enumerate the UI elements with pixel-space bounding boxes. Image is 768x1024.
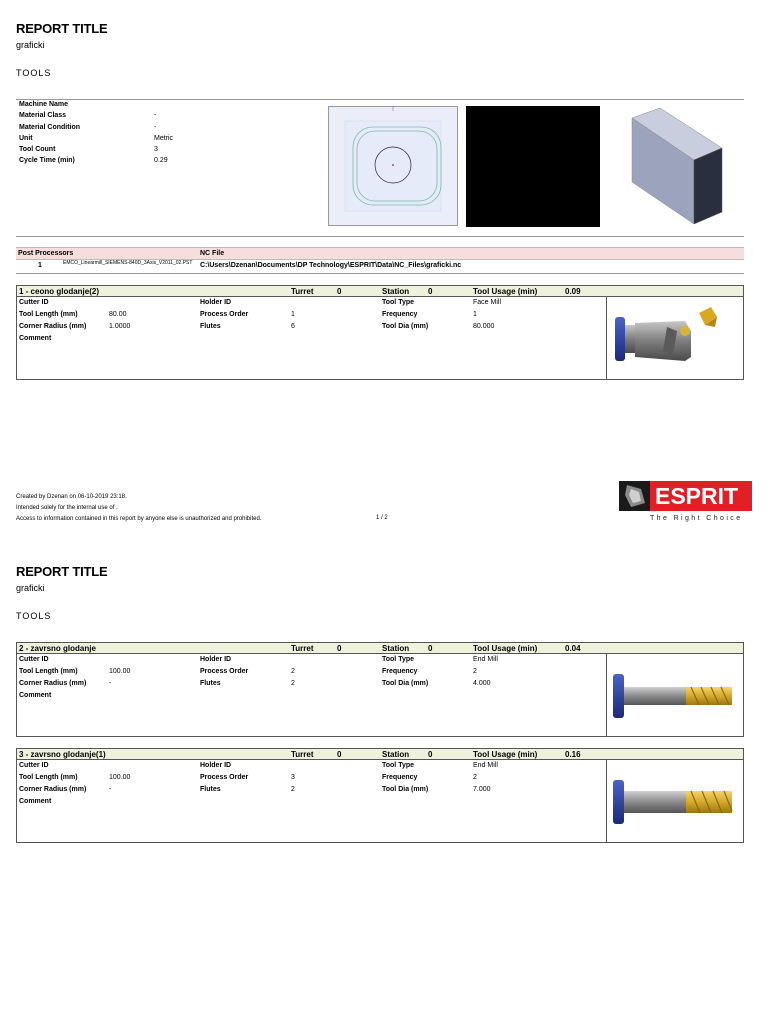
corner-radius-label: Corner Radius (mm) [19, 680, 87, 687]
corner-radius-value: - [109, 680, 112, 687]
tool-usage-value: 0.16 [565, 750, 581, 759]
process-order-value: 3 [291, 774, 295, 781]
tool-type-label: Tool Type [382, 299, 415, 306]
tool-name: 1 - ceono glodanje(2) [19, 287, 100, 296]
frequency-label: Frequency [382, 774, 418, 781]
tool-type-value: Face Mill [473, 299, 502, 306]
tool-type-value: End Mill [473, 762, 498, 769]
footer-created: Created by Dzenan on 06-10-2019 23:18. [16, 494, 127, 500]
post-processor-name: EMCO_Linearmill_SIEMENS-840D_3Axis_V2011_02.PST [63, 260, 193, 266]
end-mill-image [606, 654, 743, 736]
tool-card [16, 285, 744, 380]
corner-radius-value: - [109, 786, 112, 793]
cutter-id-label: Cutter ID [19, 762, 49, 769]
holder-id-label: Holder ID [200, 762, 232, 769]
toolpath-preview-image [328, 106, 458, 226]
holder-id-label: Holder ID [200, 299, 232, 306]
info-value: 0.29 [154, 157, 168, 164]
tool-type-label: Tool Type [382, 762, 415, 769]
tool-card [16, 642, 744, 737]
process-order-label: Process Order [200, 774, 249, 781]
tool-dia-label: Tool Dia (mm) [382, 680, 429, 687]
tool-name: 2 - zavrsno glodanje [19, 644, 96, 653]
cutter-id-label: Cutter ID [19, 299, 49, 306]
station-label: Station [382, 644, 410, 653]
flutes-label: Flutes [200, 323, 221, 330]
info-label: Cycle Time (min) [19, 157, 75, 164]
post-index: 1 [38, 262, 42, 269]
tool-dia-label: Tool Dia (mm) [382, 786, 429, 793]
holder-id-label: Holder ID [200, 656, 232, 663]
face-mill-image [606, 297, 743, 379]
report-subtitle: graficki [16, 40, 45, 50]
esprit-logo [619, 481, 753, 525]
section-title-page2: TOOLS [16, 611, 52, 621]
tool-length-value: 100.00 [109, 668, 131, 675]
nc-file-path: C:\Users\Dzenan\Documents\DP Technology\ESPRIT\Data\NC_Files\graficki.nc [200, 262, 462, 269]
esprit-emblem-icon [621, 483, 649, 509]
tool-length-value: 80.00 [109, 311, 127, 318]
simulation-preview-image [466, 106, 600, 227]
tool-dia-value: 7.000 [473, 786, 491, 793]
tool-usage-label: Tool Usage (min) [473, 644, 538, 653]
frequency-label: Frequency [382, 668, 418, 675]
tool-dia-value: 80.000 [473, 323, 495, 330]
station-value: 0 [428, 644, 433, 653]
tool-usage-value: 0.09 [565, 287, 581, 296]
station-label: Station [382, 287, 410, 296]
tool-type-value: End Mill [473, 656, 498, 663]
report-title: REPORT TITLE [16, 21, 108, 36]
stock-3d-preview-image [618, 104, 744, 228]
info-value: Metric [154, 135, 174, 142]
turret-value: 0 [337, 750, 342, 759]
tool-card [16, 748, 744, 843]
comment-label: Comment [19, 692, 52, 699]
tool-type-label: Tool Type [382, 656, 415, 663]
post-processors-label: Post Processors [18, 250, 74, 257]
turret-label: Turret [291, 287, 314, 296]
cutter-id-label: Cutter ID [19, 656, 49, 663]
report-subtitle-page2: graficki [16, 583, 45, 593]
corner-radius-label: Corner Radius (mm) [19, 323, 87, 330]
tool-usage-label: Tool Usage (min) [473, 287, 538, 296]
turret-value: 0 [337, 287, 342, 296]
flutes-value: 2 [291, 680, 295, 687]
station-label: Station [382, 750, 410, 759]
tool-name: 3 - zavrsno glodanje(1) [19, 750, 106, 759]
turret-value: 0 [337, 644, 342, 653]
tool-usage-value: 0.04 [565, 644, 581, 653]
info-label: Material Condition [19, 124, 81, 131]
page-number: 1 / 2 [376, 515, 388, 521]
tool-dia-value: 4.000 [473, 680, 491, 687]
frequency-value: 1 [473, 311, 477, 318]
flutes-value: 2 [291, 786, 295, 793]
process-order-value: 1 [291, 311, 295, 318]
process-order-label: Process Order [200, 311, 249, 318]
info-label: Unit [19, 135, 33, 142]
comment-label: Comment [19, 335, 52, 342]
tool-length-label: Tool Length (mm) [19, 668, 78, 675]
frequency-label: Frequency [382, 311, 418, 318]
footer-access: Access to information contained in this report by anyone else is unauthorized and prohibited. [16, 516, 262, 522]
info-label: Tool Count [19, 146, 56, 153]
info-value: - [154, 112, 157, 119]
turret-label: Turret [291, 750, 314, 759]
corner-radius-value: 1.0000 [109, 323, 131, 330]
tool-length-value: 100.00 [109, 774, 131, 781]
flutes-label: Flutes [200, 680, 221, 687]
process-order-value: 2 [291, 668, 295, 675]
info-value: - [154, 124, 157, 131]
station-value: 0 [428, 287, 433, 296]
frequency-value: 2 [473, 668, 477, 675]
flutes-value: 6 [291, 323, 295, 330]
tool-dia-label: Tool Dia (mm) [382, 323, 429, 330]
tool-usage-label: Tool Usage (min) [473, 750, 538, 759]
end-mill-image [606, 760, 743, 842]
process-order-label: Process Order [200, 668, 249, 675]
report-title-page2: REPORT TITLE [16, 564, 108, 579]
esprit-tagline: The Right Choice [650, 515, 743, 522]
frequency-value: 2 [473, 774, 477, 781]
info-label: Machine Name [19, 101, 69, 108]
section-title: TOOLS [16, 68, 52, 78]
station-value: 0 [428, 750, 433, 759]
comment-label: Comment [19, 798, 52, 805]
footer-intended: Intended solely for the internal use of . [16, 505, 118, 511]
tool-length-label: Tool Length (mm) [19, 311, 78, 318]
esprit-logo-text: ESPRIT [655, 483, 739, 509]
tool-length-label: Tool Length (mm) [19, 774, 78, 781]
nc-file-label: NC File [200, 250, 225, 257]
flutes-label: Flutes [200, 786, 221, 793]
info-label: Material Class [19, 112, 67, 119]
turret-label: Turret [291, 644, 314, 653]
corner-radius-label: Corner Radius (mm) [19, 786, 87, 793]
info-value: 3 [154, 146, 158, 153]
